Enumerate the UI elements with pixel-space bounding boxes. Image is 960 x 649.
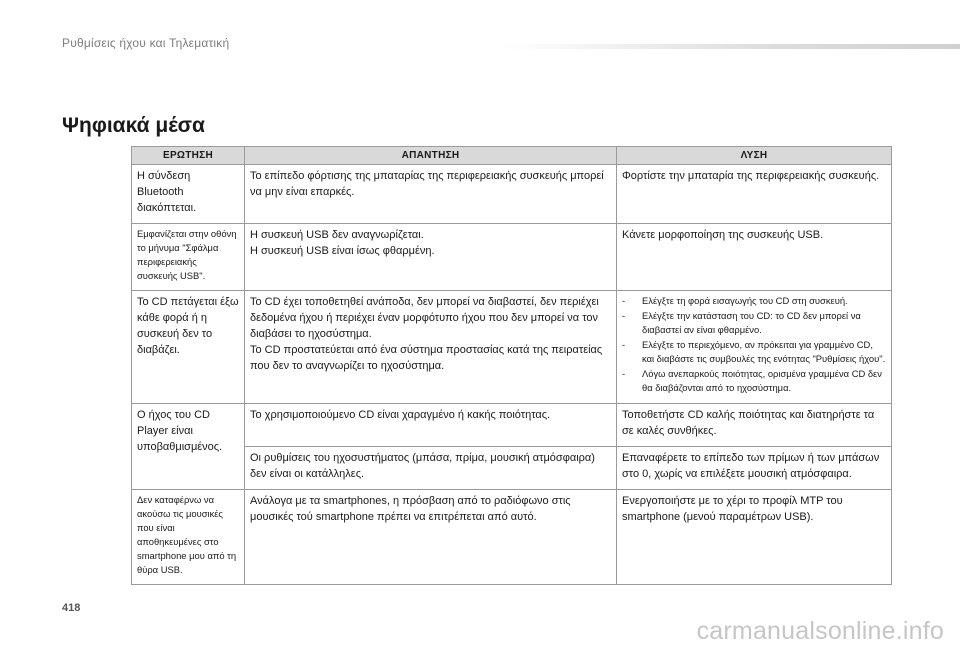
solution-cell: Επαναφέρετε το επίπεδο των πρίμων ή των μπάσων στο 0, χωρίς να επιλέξετε μουσική ατμόσφαιρα.	[617, 446, 892, 489]
answer-text: Το CD προστατεύεται από ένα σύστημα προστασίας κατά της πειρατείας που δεν το αναγνωρίζει το ηχοσύστημα.	[250, 344, 603, 372]
table-row	[132, 291, 892, 404]
faq-table	[131, 146, 892, 585]
question-cell: Δεν καταφέρνω να ακούσω τις μουσικές που είναι αποθηκευμένες στο smartphone μου από τη θύρα USB.	[132, 489, 245, 584]
answer-text: Η συσκευή USB δεν αναγνωρίζεται.	[250, 229, 424, 241]
solution-cell: Τοποθετήστε CD καλής ποιότητας και διατηρήστε τα σε καλές συνθήκες.	[617, 403, 892, 446]
column-header-solution: ΛΥΣΗ	[617, 147, 892, 165]
answer-cell	[245, 291, 617, 404]
solution-list-item: - Ελέγξτε την κατάσταση του CD: το CD δεν μπορεί να διαβαστεί αν είναι φθαρμένο.	[622, 309, 886, 338]
question-cell: Ο ήχος του CD Player είναι υποβαθμισμένος.	[132, 403, 245, 489]
table-row	[132, 224, 892, 291]
question-cell: Το CD πετάγεται έξω κάθε φορά ή η συσκευή δεν το διαβάζει.	[132, 291, 245, 404]
page-number: 418	[62, 602, 81, 614]
answer-text: Η συσκευή USB είναι ίσως φθαρμένη.	[250, 245, 435, 257]
table-row	[132, 403, 892, 446]
answer-text: Οι ρυθμίσεις του ηχοσυστήματος (μπάσα, πρίμα, μουσική ατμόσφαιρα) δεν είναι οι κατάλληλες.	[250, 451, 595, 480]
answer-cell	[245, 489, 617, 584]
column-header-question: ΕΡΩΤΗΣΗ	[132, 147, 245, 165]
watermark: carmanualsonline.info	[696, 617, 944, 645]
answer-text: Το χρησιμοποιούμενο CD είναι χαραγμένο ή κακής ποιότητας.	[250, 408, 551, 421]
answer-cell	[245, 446, 617, 489]
solution-list-item: - Ελέγξτε το περιεχόμενο, αν πρόκειται για γραμμένο CD, και διαβάστε τις συμβουλές της ενότητας "Ρυθμίσεις ήχου".	[622, 338, 886, 367]
answer-text: Το CD έχει τοποθετηθεί ανάποδα, δεν μπορεί να διαβαστεί, δεν περιέχει δεδομένα ήχου ή περιέχει έναν μορφότυπο ήχου που δεν μπορεί να τον διαβάσει το ηχοσύστημα.	[250, 296, 599, 340]
table-row	[132, 446, 892, 489]
question-cell: Η σύνδεση Bluetooth διακόπτεται.	[132, 165, 245, 224]
section-title: Ψηφιακά μέσα	[62, 114, 205, 137]
chapter-title: Ρυθμίσεις ήχου και Τηλεματική	[62, 36, 230, 50]
table-row	[132, 165, 892, 224]
question-cell: Εμφανίζεται στην οθόνη το μήνυμα "Σφάλμα περιφερειακής συσκευής USB".	[132, 224, 245, 291]
answer-cell	[245, 224, 617, 291]
solution-list-item: - Ελέγξτε τη φορά εισαγωγής του CD στη συσκευή.	[622, 294, 886, 309]
header-divider	[500, 44, 960, 49]
solution-cell: Φορτίστε την μπαταρία της περιφερειακής συσκευής.	[617, 165, 892, 224]
answer-cell	[245, 165, 617, 224]
table-row	[132, 489, 892, 584]
answer-cell	[245, 403, 617, 446]
solution-list	[622, 294, 886, 396]
solution-list-item: - Λόγω ανεπαρκούς ποιότητας, ορισμένα γραμμένα CD δεν θα διαβάζονται από το ηχοσύστημα.	[622, 367, 886, 396]
solution-cell: Κάνετε μορφοποίηση της συσκευής USB.	[617, 224, 892, 291]
solution-cell: Ενεργοποιήστε με το χέρι το προφίλ MTP του smartphone (μενού παραμέτρων USB).	[617, 489, 892, 584]
table-header-row	[132, 147, 892, 165]
column-header-answer: ΑΠΑΝΤΗΣΗ	[245, 147, 617, 165]
solution-cell	[617, 291, 892, 404]
answer-text: Το επίπεδο φόρτισης της μπαταρίας της περιφερειακής συσκευής μπορεί να μην είναι επαρκές.	[250, 170, 604, 198]
answer-text: Ανάλογα με τα smartphones, η πρόσβαση από το ραδιόφωνο στις μουσικές τού smartphone πρέπει να επιτρέπεται από αυτό.	[250, 494, 571, 523]
